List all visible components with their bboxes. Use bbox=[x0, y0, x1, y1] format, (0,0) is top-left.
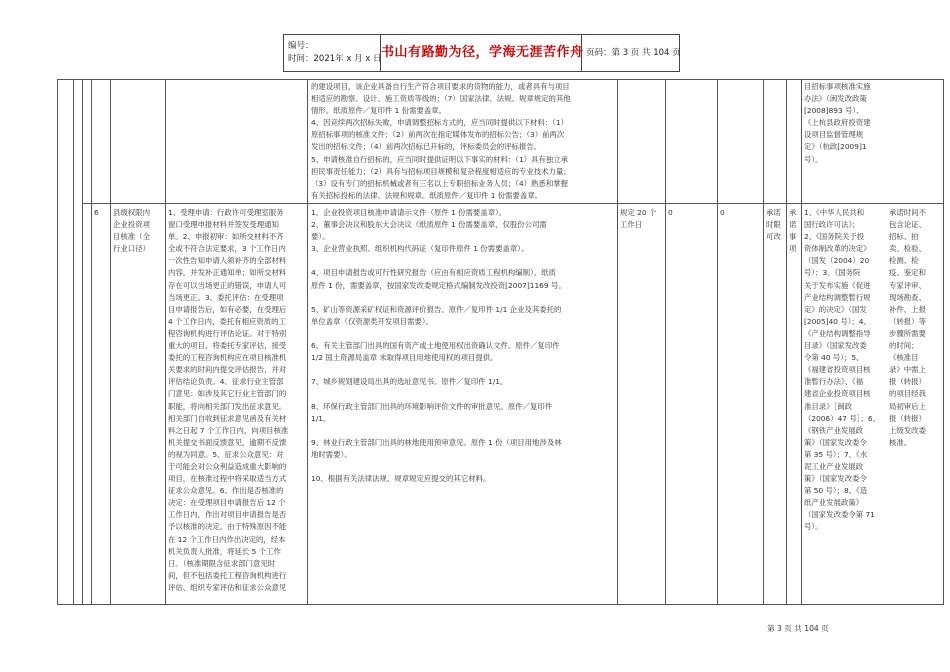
row6-value-b: 0 bbox=[720, 208, 725, 217]
row6-legal-basis: 1、《中华人民共和 国行政许可法》； 2、《国务院关于投 资体制改革的决定》 （国发（2004）20 号）；3、《国务院 关于发布实施《促进 产业结构调整暂行规 定》的决定》（国发 [2005]40 号）；4、 《产业结构调整指导 目录》（国家发改委 令第 40 号）；5、 《福建省投资项目核 准暂行办法》、《福 建省企业投资项目核 准目录》［闽政 （2006）47 号］；6、 《钢铁产业发展政 策》（国家发改委令 第 35 号）；7、《水 泥工业产业发展政 策》（国家发改委令 第 50 号）；8、《造 纸产业发展政策》 （国家发改委令第 71 号）。 bbox=[804, 208, 880, 532]
row6-time-limit: 规定 20 个 工作日 bbox=[620, 208, 657, 230]
row6-commit-changeable: 承诺 时限 可改 bbox=[766, 208, 781, 242]
row6-materials: 1、企业投资项目核准申请请示文件（原件 1 份需要盖章）。 2、董事会决议和股东大会决议（纸质原件 1 份需要盖章，仅股份公司需 要）。 3、企业营业执照、组织机构代码证（复印件原件 1 份需要盖章）。 4、项目申请报告或可行性研究报告（应由有相应资质工程机构编制）。纸质 原件 1 份，需要盖章，按国家发改委规定格式编制发改投资[2007]1169 号。 5、矿山等资源采矿权证和资源评价报告。原件／复印件 1/1 企业及其委托的 单位盖章（仅资源类开发项目需要）。 6、有关主管部门出具的国有资产或土地使用权出资确认文件。原件／复印件 1/2 国土资源局盖章 未取得项目用地使用权的项目提供。 7、城乡规划建设局出具的选址意见书。原件／复印件 1/1。 8、环保行政主管部门出具的环境影响评价文件的审批意见。原件／复印件 1/1。 9、林业行政主管部门出具的林地使用预审意见。原件 1 份（项目用地涉及林 地时需要）。 10、根据有关法律法规、规章规定应提交的其它材料。 bbox=[311, 208, 566, 484]
row6-value-a: 0 bbox=[668, 208, 673, 217]
row6-number: 6 bbox=[94, 208, 99, 217]
header-motto: 书山有路勤为径，学海无涯苦作舟 bbox=[381, 35, 582, 71]
page-header bbox=[283, 34, 680, 72]
header-meta bbox=[284, 35, 381, 71]
row6-item-name: 县级权限内 企业投资项 目核准（全 行业口径） bbox=[113, 208, 150, 254]
row6-process: 1、受理申请：行政许可受理室服务 窗口受理申报材料并签发受理通知 单。2、申报初审：如所交材料不齐 全或不符合法定要求，3 个工作日内 一次性告知申请人须补齐的全部材料 内容，并发补正通知单；如所交材料 存在可以当场更正的错误，申请人可 当场更正。3、委托评估：在受理项 目申请报告后，如有必要，在受理后 4 个工作日内，委托有相应资质的工 程咨询机构进行评估论证。对于特别 重大的项目，将委托专家评估，接受 委托的工程咨询机构应在项目核准机 关要求的时间内提交评估报告，并对 评估结论负责。4、征求行业主管部 门意见：如涉及其它行业主管部门的 职能，将向相关部门发出征求意见。 相关部门自收到征求意见函及有关材 料之日起 7 个工作日内，向项目核准 机关提交书面反馈意见，逾期不反馈 的视为同意。5、征求公众意见：对 于可能会对公众利益造成重大影响的 项目，在核准过程中将采取适当方式 征求公众意见。6、作出是否核准的 决定：在受理项目申请报告后 12 个 工作日内，作出对项目申请报告是否 予以核准的决定。由于特殊原因不能 在 12 个工作日内作出决定的，经本 机关负责人批准，将延长 5 个工作 日。（核准期限含征求部门意见时 间，但不包括委托工程咨询机构进行 评估、组织专家评估和征求公众意见 bbox=[168, 208, 289, 592]
row6-commit-matter: 承 诺 事 项 bbox=[789, 208, 797, 254]
row6-commitment-note: 承诺时间不 包含论证、 招标、拍 卖、检验、 检测、检 疫、鉴定和 专家评审、 现场勘查、 补件、上报 （转报）等 步骤所需要 的时间； 《核准目 录》中需上 报（转报） 的项目经我 局初审后上 报（转报） 上级发改委 核准。 bbox=[889, 208, 926, 447]
row-continued-basis: 目招标事项核准实施 办法》（闽发改政策 [2008]893 号）、 《上杭县政府投资建 设项目监督管理规 定》（杭政[2009]1 号）。 bbox=[804, 82, 871, 164]
serial-label: 编号： bbox=[288, 41, 314, 51]
row-continued-conditions: 的建设项目，该企业具备自行生产符合项目要求的货物的能力，或者具有与项目 相适应的勘察、设计、施工资质等级的；（7）国家法律、法规、规章规定的其他 情形。纸质原件／复印件 1 份需要盖章。 4、因竞续两次招标失败，申请调整招标方式的，应当同时提供以下材料：（1） 原招标事项的核准文件；（2）前两次在指定媒体发布的招标公告；（3）前两次 发出的招标文件；（4）前两次招标已开标的，评标委员会的评标报告。 5、申请核准自行招标的，应当同时提供证明以下事实的材料：（1）具有独立承 担民事责任能力；（2）具有与招标项目规模和复杂程度相适应的专业技术力量； （3）设有专门的招标机械或者有三名以上专职招标业务人员；（4）熟悉和掌握 有关招标投标的法律、法规和规章。纸质原件／复印件 1 份需要盖章。 bbox=[311, 82, 571, 200]
catalog-table bbox=[57, 79, 944, 605]
row-divider bbox=[82, 203, 943, 204]
header-page-label: 页码：第 3 页 共 104 页 bbox=[586, 48, 681, 58]
page-footer: 第 3 页 共 104 页 bbox=[767, 624, 829, 633]
time-label: 时间：2021年 x 月 x 日 bbox=[288, 54, 382, 64]
